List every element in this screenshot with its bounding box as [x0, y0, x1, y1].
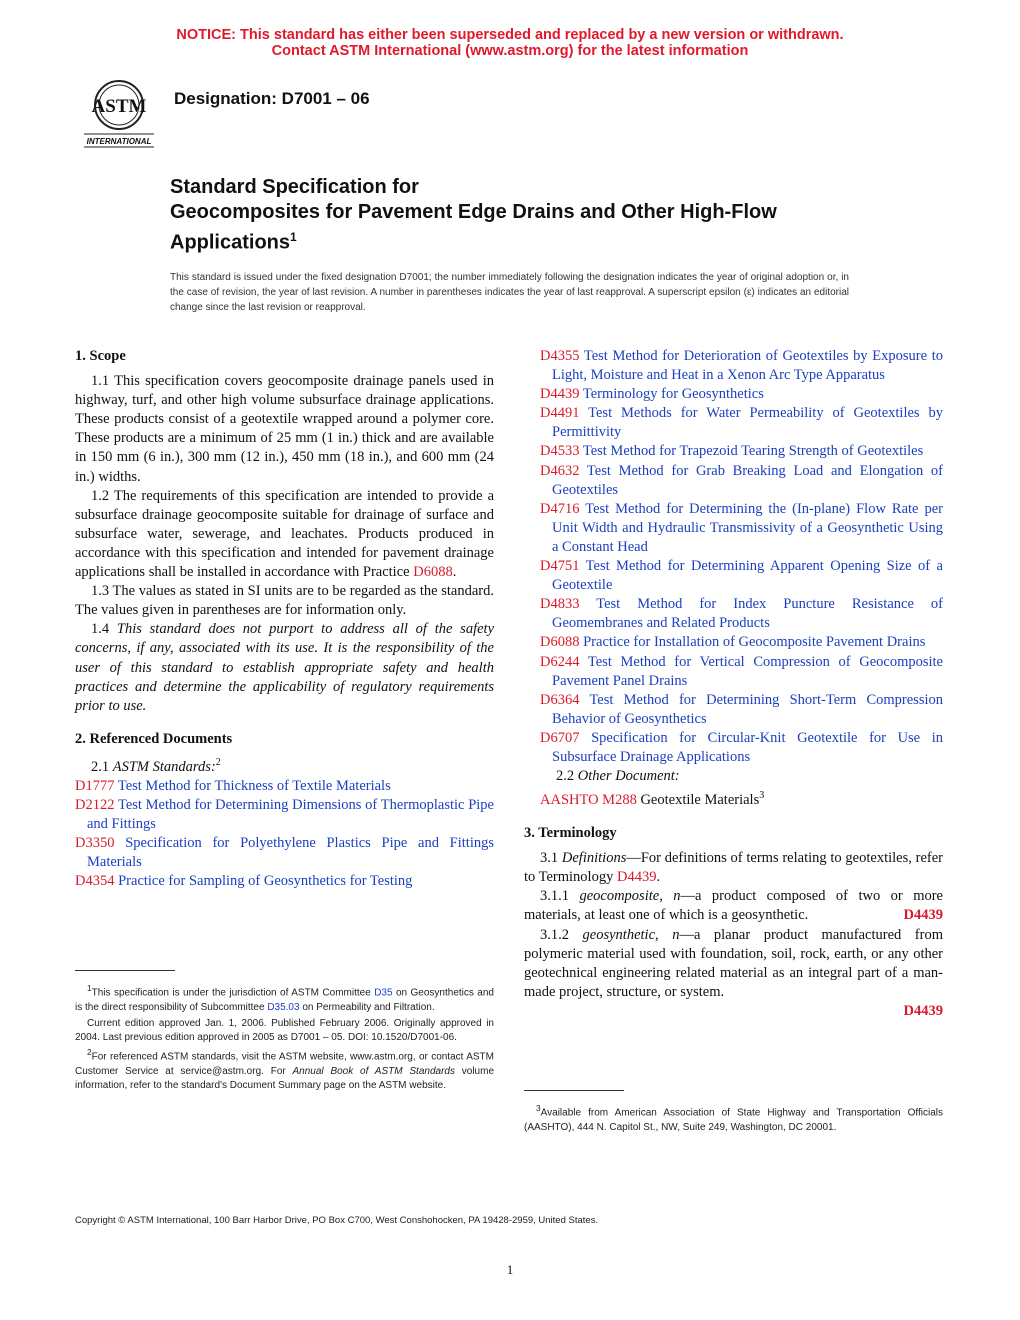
reference-code-link[interactable]: D4716: [540, 500, 580, 517]
reference-code-link[interactable]: D3350: [75, 835, 115, 852]
copyright-line: Copyright © ASTM International, 100 Barr Harbor Drive, PO Box C700, West Conshohocken, PA 19428-2959, United States.: [75, 1215, 599, 1226]
footnote-1-text-c: on Permeability and Filtration.: [299, 1001, 435, 1013]
reference-item: [540, 691, 943, 729]
reference-title-link[interactable]: Test Methods for Water Permeability of Geotextiles by Permittivity: [552, 405, 943, 441]
footnote-1-text-a: This specification is under the jurisdiction of ASTM Committee: [91, 987, 375, 999]
reference-code-link[interactable]: D6088: [540, 634, 580, 651]
scope-1-4-text: This standard does not purport to address all of the safety concerns, if any, associated with its use. It is the responsibility of the user of this standard to establish appropriate safety and health practices and determine the applicability of regulatory requirements prior to use.: [75, 621, 495, 714]
sub-2-1-footnote-mark: 2: [215, 756, 221, 768]
term-3-1-2-term: geosynthetic, n: [582, 926, 680, 943]
reference-item: [540, 385, 943, 404]
reference-item: [540, 557, 943, 595]
sub-2-1-text: ASTM Standards:: [112, 758, 216, 775]
reference-item: [540, 347, 943, 385]
ref-link-aashto-m288[interactable]: AASHTO M288: [540, 791, 637, 808]
right-column: [524, 347, 943, 1021]
title-line-2: [170, 200, 860, 256]
reference-title-link[interactable]: Test Method for Determining Apparent Opening Size of a Geotextile: [552, 558, 943, 594]
refdocs-heading: 2. Referenced Documents: [75, 730, 233, 747]
footnote-2-text-b: volume information, refer to the standard's Document Summary page on the ASTM website.: [75, 1065, 494, 1091]
reference-title-link[interactable]: Test Method for Index Puncture Resistance of Geomembranes and Related Products: [552, 596, 943, 632]
ref-link-d4439-terminology[interactable]: D4439: [616, 869, 657, 886]
footnote-1-mark: 1: [87, 983, 92, 993]
source-link-d4439-geosynthetic[interactable]: D4439: [903, 1002, 943, 1019]
title-footnote-mark: 1: [290, 230, 297, 244]
reference-item: [75, 834, 494, 872]
sub-2-1-number: 2.1: [91, 758, 113, 775]
reference-item: [75, 872, 494, 891]
reference-title-link[interactable]: Test Method for Trapezoid Tearing Strength of Geotextiles: [582, 443, 924, 460]
footnote-3-text: Available from American Association of State Highway and Transportation Officials (AASHTO), 444 N. Capitol St., NW, Suite 249, Washington, DC 20001.: [524, 1107, 943, 1133]
reference-item: [540, 729, 943, 767]
reference-code-link[interactable]: D4355: [540, 348, 580, 364]
reference-item: [75, 796, 494, 834]
title-main: Geocomposites for Pavement Edge Drains and Other High-Flow Applications: [170, 201, 777, 254]
reference-item: [540, 653, 943, 691]
footnote-rule-right: [524, 1090, 624, 1091]
term-3-1-term: Definitions: [561, 850, 627, 867]
scope-1-4: [75, 620, 494, 715]
term-3-1-1: [524, 887, 943, 925]
reference-item: [540, 404, 943, 442]
reference-title-link[interactable]: Test Method for Grab Breaking Load and Elongation of Geotextiles: [552, 462, 943, 498]
footnote-3-mark: 3: [536, 1103, 541, 1113]
scope-1-3: 1.3 The values as stated in SI units are to be regarded as the standard. The values given in parentheses are for information only.: [75, 583, 494, 619]
footnote-edition: Current edition approved Jan. 1, 2006. Published February 2006. Originally approved in 2004. Last previous edition approved in 2005 as D7001 – 05. DOI: 10.1520/D7001-06.: [75, 1017, 494, 1043]
reference-title-link[interactable]: Specification for Circular-Knit Geotextile for Use in Subsurface Drainage Applications: [552, 729, 943, 765]
logo-international-text: INTERNATIONAL: [86, 137, 152, 146]
right-footnotes: [524, 1101, 943, 1135]
reference-code-link[interactable]: D6707: [540, 729, 580, 746]
reference-title-link[interactable]: Test Method for Thickness of Textile Materials: [117, 777, 391, 794]
scope-1-2-text: 1.2 The requirements of this specification are intended to provide a subsurface drainage geocomposite suitable for drainage of surface and subsurface water, sewerage, and leachates. Products produced in accordance with this specification and intended for pavement drainage applications shall be installed in accordance with Practice: [75, 487, 494, 581]
reference-title-link[interactable]: Practice for Sampling of Geosynthetics for Testing: [118, 873, 413, 890]
committee-link-d35[interactable]: D35: [374, 987, 393, 999]
reference-title-link[interactable]: Test Method for Vertical Compression of Geocomposite Pavement Panel Drains: [552, 653, 943, 689]
term-3-1-text: —For definitions of terms relating to geotextiles, refer to Terminology: [524, 850, 943, 886]
left-footnotes: [75, 981, 494, 1093]
ref-link-d6088[interactable]: D6088: [413, 564, 453, 581]
reference-code-link[interactable]: D4833: [540, 596, 580, 613]
footnote-2-text-a: For referenced ASTM standards, visit the ASTM website, www.astm.org, or contact ASTM Customer Service at service@astm.org. For: [75, 1051, 494, 1077]
left-column: [75, 347, 494, 891]
sub-2-2-text: Other Document:: [577, 768, 680, 785]
term-3-1-1-term: geocomposite, n: [579, 888, 681, 905]
reference-code-link[interactable]: D6244: [540, 653, 580, 670]
title-line-1: Standard Specification for: [170, 176, 419, 198]
scope-1-4-number: 1.4: [91, 621, 117, 638]
reference-title-link[interactable]: Test Method for Determining Dimensions of Thermoplastic Pipe and Fittings: [87, 796, 494, 832]
aashto-title: Geotextile Materials: [640, 791, 760, 808]
reference-code-link[interactable]: D1777: [75, 777, 115, 794]
reference-item: [75, 777, 494, 796]
reference-title-link[interactable]: Practice for Installation of Geocomposite Pavement Drains: [583, 634, 926, 651]
term-3-1-2-text: —a planar product manufactured from polymeric material used with foundation, soil, rock, earth, or any other geotechnical engineering related material as an integral part of a man-made project, structure, or system.: [524, 926, 943, 1000]
reference-title-link[interactable]: Test Method for Determining the (In-plane) Flow Rate per Unit Width and Hydraulic Transmissivity of a Geosynthetic Using a Constant Head: [552, 500, 943, 555]
term-3-1-number: 3.1: [540, 850, 562, 867]
footnote-2-italic: Annual Book of ASTM Standards: [292, 1065, 455, 1077]
sub-2-2-number: 2.2: [556, 768, 578, 785]
footnote-2: [75, 1045, 494, 1093]
term-3-1: [524, 849, 943, 887]
logo-monogram: ASTM: [91, 96, 147, 117]
term-3-1-2: [524, 926, 943, 1002]
reference-code-link[interactable]: D4354: [75, 873, 115, 890]
scope-1-2: [75, 487, 494, 582]
reference-code-link[interactable]: D4632: [540, 462, 580, 479]
reference-item: [540, 595, 943, 633]
astm-standards-subheading: [75, 753, 494, 777]
terminology-heading: 3. Terminology: [524, 825, 617, 842]
reference-item: [540, 462, 943, 500]
reference-code-link[interactable]: D6364: [540, 691, 580, 708]
notice-line-1: NOTICE: This standard has either been superseded and replaced by a new version or withdrawn.: [176, 27, 844, 43]
term-3-1-2-source: [524, 1002, 943, 1021]
footnote-1-text-b: on Geosynthetics and is the direct responsibility of Subcommittee: [75, 987, 494, 1013]
aashto-reference: [540, 786, 943, 810]
reference-code-link[interactable]: D4751: [540, 558, 580, 575]
footnote-3: [524, 1101, 943, 1135]
reference-title-link[interactable]: Specification for Polyethylene Plastics Pipe and Fittings Materials: [87, 835, 495, 871]
notice-line-2: Contact ASTM International (www.astm.org) for the latest information: [271, 43, 749, 59]
astm-logo: [78, 78, 160, 148]
right-reference-list: [540, 347, 943, 767]
aashto-footnote-mark: 3: [759, 790, 765, 802]
reference-code-link[interactable]: D4439: [540, 386, 580, 403]
term-3-1-2-number: 3.1.2: [540, 926, 583, 943]
designation: Designation: D7001 – 06: [174, 89, 370, 108]
other-document-subheading: [540, 767, 943, 786]
reference-code-link[interactable]: D4491: [540, 405, 580, 422]
terminology-body: [524, 849, 943, 1021]
reference-item: [540, 442, 943, 461]
reference-title-link[interactable]: Test Method for Deterioration of Geotextiles by Exposure to Light, Moisture and Heat in a Xenon Arc Type Apparatus: [552, 348, 943, 384]
reference-code-link[interactable]: D2122: [75, 796, 115, 813]
term-3-1-1-number: 3.1.1: [540, 888, 580, 905]
reference-title-link[interactable]: Terminology for Geosynthetics: [582, 386, 764, 403]
subcommittee-link-d35-03[interactable]: D35.03: [267, 1001, 300, 1013]
issuance-statement: This standard is issued under the fixed designation D7001; the number immediately following the designation indicates the year of original adoption or, in the case of revision, the year of last revision. A number in parentheses indicates the year of last reapproval. A superscript epsilon (ε) indicates an editorial change since the last revision or reapproval.: [170, 272, 849, 313]
left-reference-list: [75, 777, 494, 892]
reference-item: [540, 633, 943, 652]
term-3-1-end: .: [656, 869, 661, 886]
scope-heading: 1. Scope: [75, 348, 126, 364]
page-number: 1: [506, 1262, 514, 1277]
scope-1-2-end: .: [452, 564, 457, 581]
term-3-1-1-text: —a product composed of two or more materials, at least one of which is a geosynthetic.: [524, 888, 943, 924]
footnote-2-mark: 2: [87, 1047, 92, 1058]
reference-item: [540, 500, 943, 557]
document-title: [170, 175, 860, 256]
source-link-d4439-geocomposite[interactable]: D4439: [903, 907, 943, 924]
scope-1-1: 1.1 This specification covers geocomposite drainage panels used in highway, turf, and other high volume subsurface drainage applications. These products consist of a geotextile wrapped around a polymer core. These products are a minimum of 25 mm (1 in.) thick and are available in 150 mm (6 in.), 300 mm (12 in.), 450 mm (18 in.), and 600 mm (24 in.) widths.: [75, 373, 494, 485]
footnote-1: [75, 981, 494, 1015]
footnote-rule-left: [75, 970, 175, 971]
reference-code-link[interactable]: D4533: [540, 443, 580, 460]
supersession-notice: [0, 27, 1020, 59]
reference-title-link[interactable]: Test Method for Determining Short-Term Compression Behavior of Geosynthetics: [552, 691, 943, 727]
